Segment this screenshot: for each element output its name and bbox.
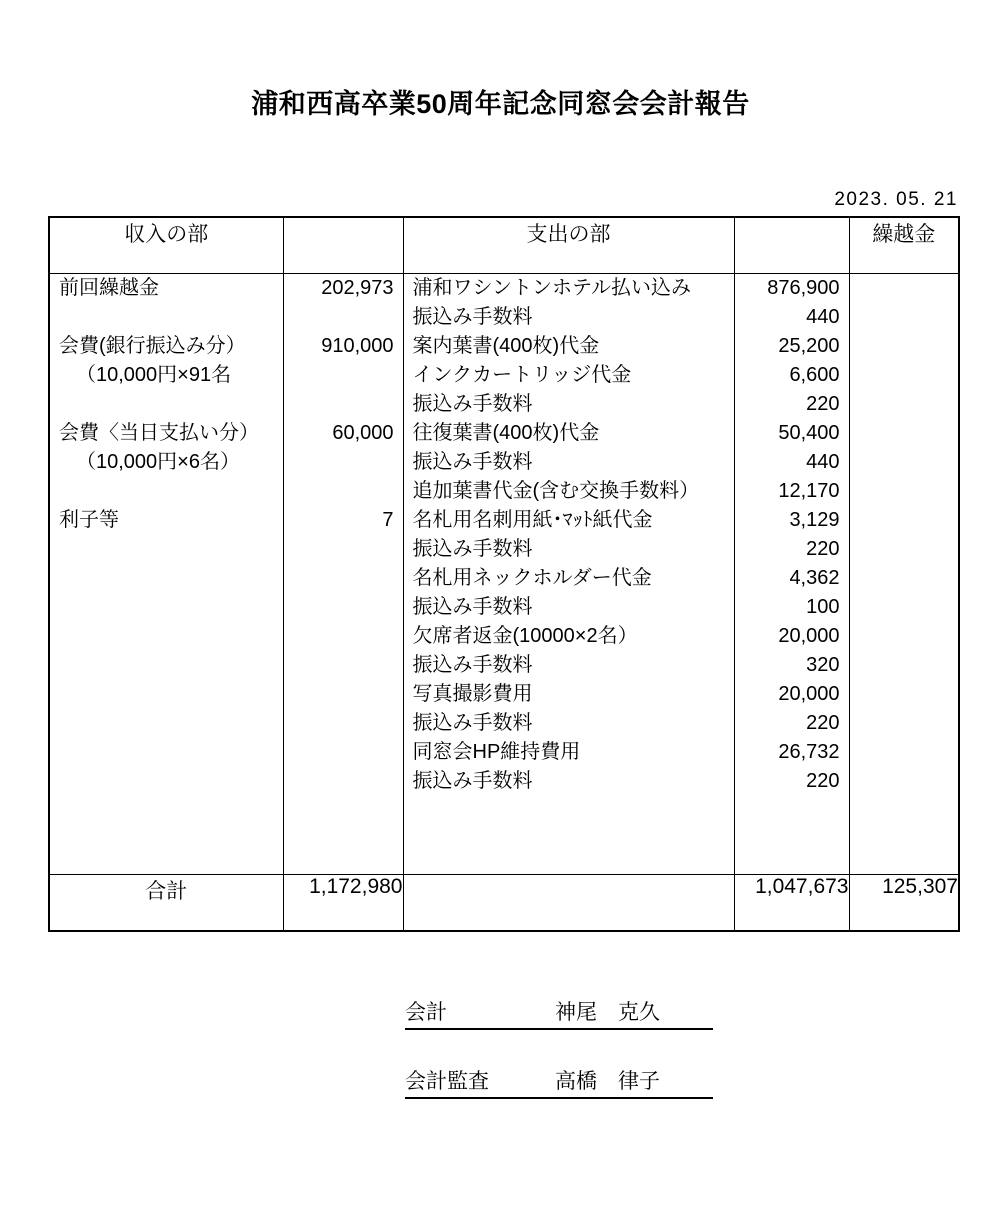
entry-amount: 220 [806,712,840,734]
entry-label: （10,000円×91名 [76,364,232,386]
entry-label [59,477,283,506]
entry-amount [284,361,394,390]
total-carryover-amount: 125,307 [849,875,959,932]
table-header-row [49,217,959,274]
entry-label [59,303,283,332]
entry-label: 振込み手数料 [412,596,533,618]
entry-label: 名札用名刺用紙･ﾏｯﾄ紙代金 [412,509,653,531]
report-date: 2023. 05. 21 [834,189,958,210]
entry-label: 振込み手数料 [412,393,533,415]
entry-label: 写真撮影費用 [412,683,533,705]
entry-amount: 7 [382,509,394,531]
entry-amount: 876,900 [767,277,840,299]
total-expense-amount: 1,047,673 [734,875,849,932]
expense-amount-list [735,274,849,796]
income-label-column [49,274,283,875]
total-label: 合計 [49,875,283,932]
income-amount-column [283,274,403,875]
header-income-label: 収入の部 [49,217,283,274]
entry-label [59,390,283,419]
entry-label: （10,000円×6名） [76,451,240,473]
signature-auditor-role: 会計監査 [405,1070,489,1093]
expense-amount-column [734,274,849,875]
signature-auditor [405,1065,713,1099]
entry-label: 同窓会HP維持費用 [412,741,581,763]
signature-accountant-name: 神尾 克久 [555,1001,660,1024]
signature-auditor-name: 高橋 律子 [555,1070,660,1093]
entry-label: 会費〈当日支払い分） [59,422,259,444]
total-expense-label-empty [403,875,734,932]
income-label-list [50,274,283,535]
entry-label: 欠席者返金(10000×2名） [412,625,638,647]
entry-amount: 320 [806,654,840,676]
entry-amount [284,477,394,506]
entry-amount: 202,973 [321,277,394,299]
entry-label: 名札用ネックホルダー代金 [412,567,652,589]
income-amount-list [284,274,403,535]
total-income-amount: 1,172,980 [283,875,403,932]
entry-amount: 20,000 [778,683,840,705]
page-title: 浦和西高卒業50周年記念同窓会会計報告 [251,89,750,119]
entry-amount: 440 [806,306,840,328]
header-income-amount [283,217,403,274]
entry-amount: 100 [806,596,840,618]
entry-label: 会費(銀行振込み分） [59,335,246,357]
entry-label: 利子等 [59,509,119,531]
entry-amount [284,390,394,419]
entry-amount: 26,732 [778,741,840,763]
header-expense-label: 支出の部 [403,217,734,274]
entry-label: 振込み手数料 [412,770,533,792]
entry-amount: 220 [806,538,840,560]
entry-amount: 910,000 [321,335,394,357]
expense-label-column [403,274,734,875]
entry-amount: 50,400 [778,422,840,444]
entry-amount: 25,200 [778,335,840,357]
carryover-column [849,274,959,875]
entry-amount: 12,170 [778,480,840,502]
entry-label: 案内葉書(400枚)代金 [412,335,600,357]
signature-accountant [405,996,713,1030]
entry-amount: 20,000 [778,625,840,647]
entry-label: 振込み手数料 [412,306,533,328]
entry-amount: 60,000 [332,422,394,444]
expense-label-list [404,274,734,796]
table-body-row [49,274,959,875]
entry-label: 振込み手数料 [412,538,533,560]
entry-amount [284,448,394,477]
entry-label: インクカートリッジ代金 [412,364,632,386]
entry-label: 往復葉書(400枚)代金 [412,422,600,444]
entry-label: 振込み手数料 [412,451,533,473]
entry-label: 追加葉書代金(含む交換手数料） [412,480,700,502]
header-expense-amount [734,217,849,274]
entry-amount: 3,129 [789,509,840,531]
signature-accountant-role: 会計 [405,1001,447,1024]
entry-label: 振込み手数料 [412,712,533,734]
header-carryover: 繰越金 [849,217,959,274]
entry-amount: 6,600 [789,364,840,386]
entry-label: 浦和ワシントンホテル払い込み [412,277,691,299]
entry-amount: 220 [806,393,840,415]
entry-label: 前回繰越金 [59,277,159,299]
accounting-ledger-table [48,216,960,932]
entry-amount: 440 [806,451,840,473]
entry-label: 振込み手数料 [412,654,533,676]
entry-amount [284,303,394,332]
entry-amount: 4,362 [789,567,840,589]
entry-amount: 220 [806,770,840,792]
table-total-row [49,875,959,932]
